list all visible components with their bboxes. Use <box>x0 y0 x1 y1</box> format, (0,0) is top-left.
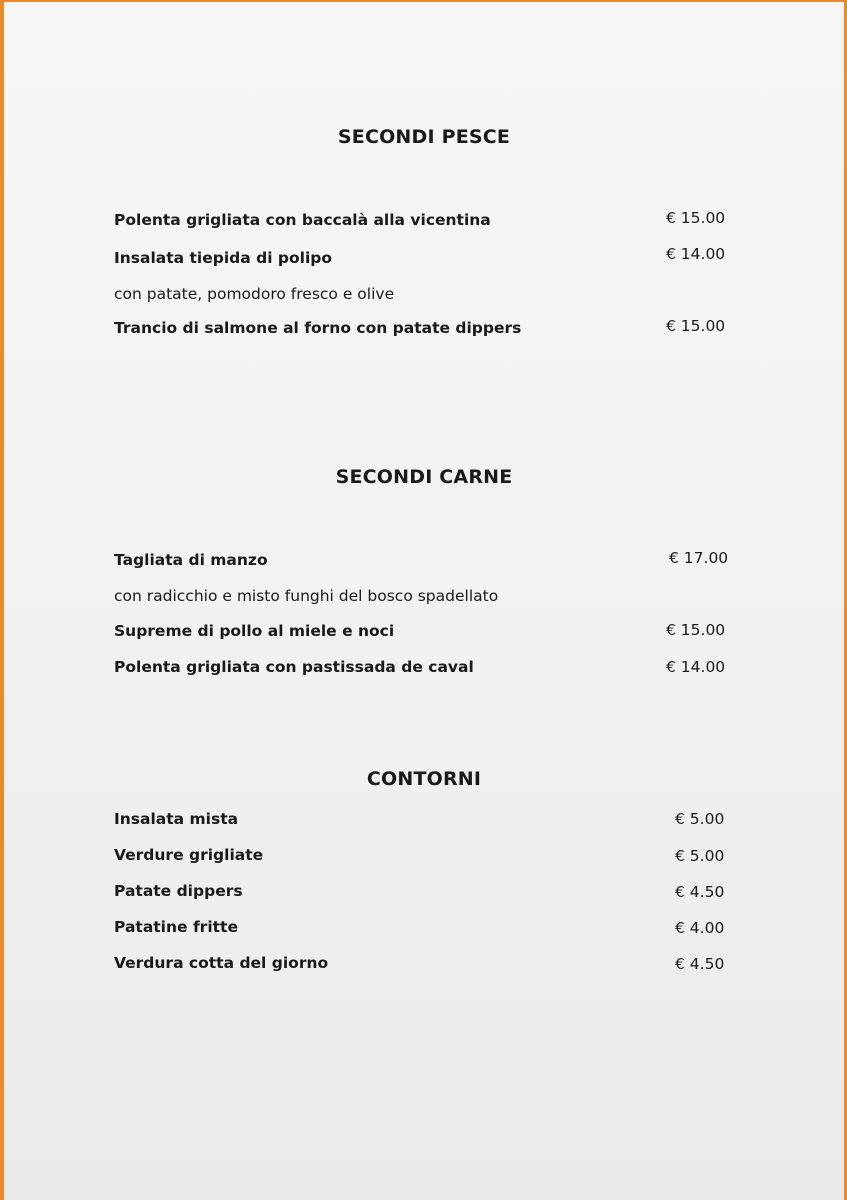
menu-item-price: € 14.00 <box>666 658 726 676</box>
menu-item-price: € 14.00 <box>666 245 726 263</box>
menu-item-name: Polenta grigliata con pastissada de caval <box>114 658 474 676</box>
menu-item-name: Insalata tiepida di polipo <box>114 249 333 267</box>
menu-item-price: € 15.00 <box>666 209 726 227</box>
menu-item-price: € 17.00 <box>669 549 729 567</box>
menu-item-price: € 15.00 <box>666 317 726 335</box>
menu-item-price: € 4.50 <box>675 883 725 901</box>
menu-page <box>4 2 844 1200</box>
section-title-secondi-carne: SECONDI CARNE <box>335 466 513 488</box>
menu-item-name: Insalata mista <box>114 810 239 828</box>
menu-item-name: Tagliata di manzo <box>114 551 268 569</box>
menu-item-name: Trancio di salmone al forno con patate dippers <box>114 319 522 337</box>
section-title-secondi-pesce: SECONDI PESCE <box>337 126 511 148</box>
menu-item-price: € 4.50 <box>675 955 725 973</box>
menu-item-name: Verdura cotta del giorno <box>114 954 329 972</box>
menu-item-price: € 15.00 <box>666 621 726 639</box>
menu-item-name: Polenta grigliata con baccalà alla vicentina <box>114 211 491 229</box>
menu-item-name: Verdure grigliate <box>114 846 264 864</box>
menu-item-name: Supreme di pollo al miele e noci <box>114 622 395 640</box>
menu-item-price: € 5.00 <box>675 810 725 828</box>
menu-item-description: con patate, pomodoro fresco e olive <box>114 285 395 303</box>
menu-item-name: Patatine fritte <box>114 918 238 936</box>
menu-item-price: € 4.00 <box>675 919 725 937</box>
menu-item-price: € 5.00 <box>675 847 725 865</box>
section-title-contorni: CONTORNI <box>366 768 482 790</box>
menu-item-name: Patate dippers <box>114 882 243 900</box>
menu-item-description: con radicchio e misto funghi del bosco spadellato <box>114 587 499 605</box>
